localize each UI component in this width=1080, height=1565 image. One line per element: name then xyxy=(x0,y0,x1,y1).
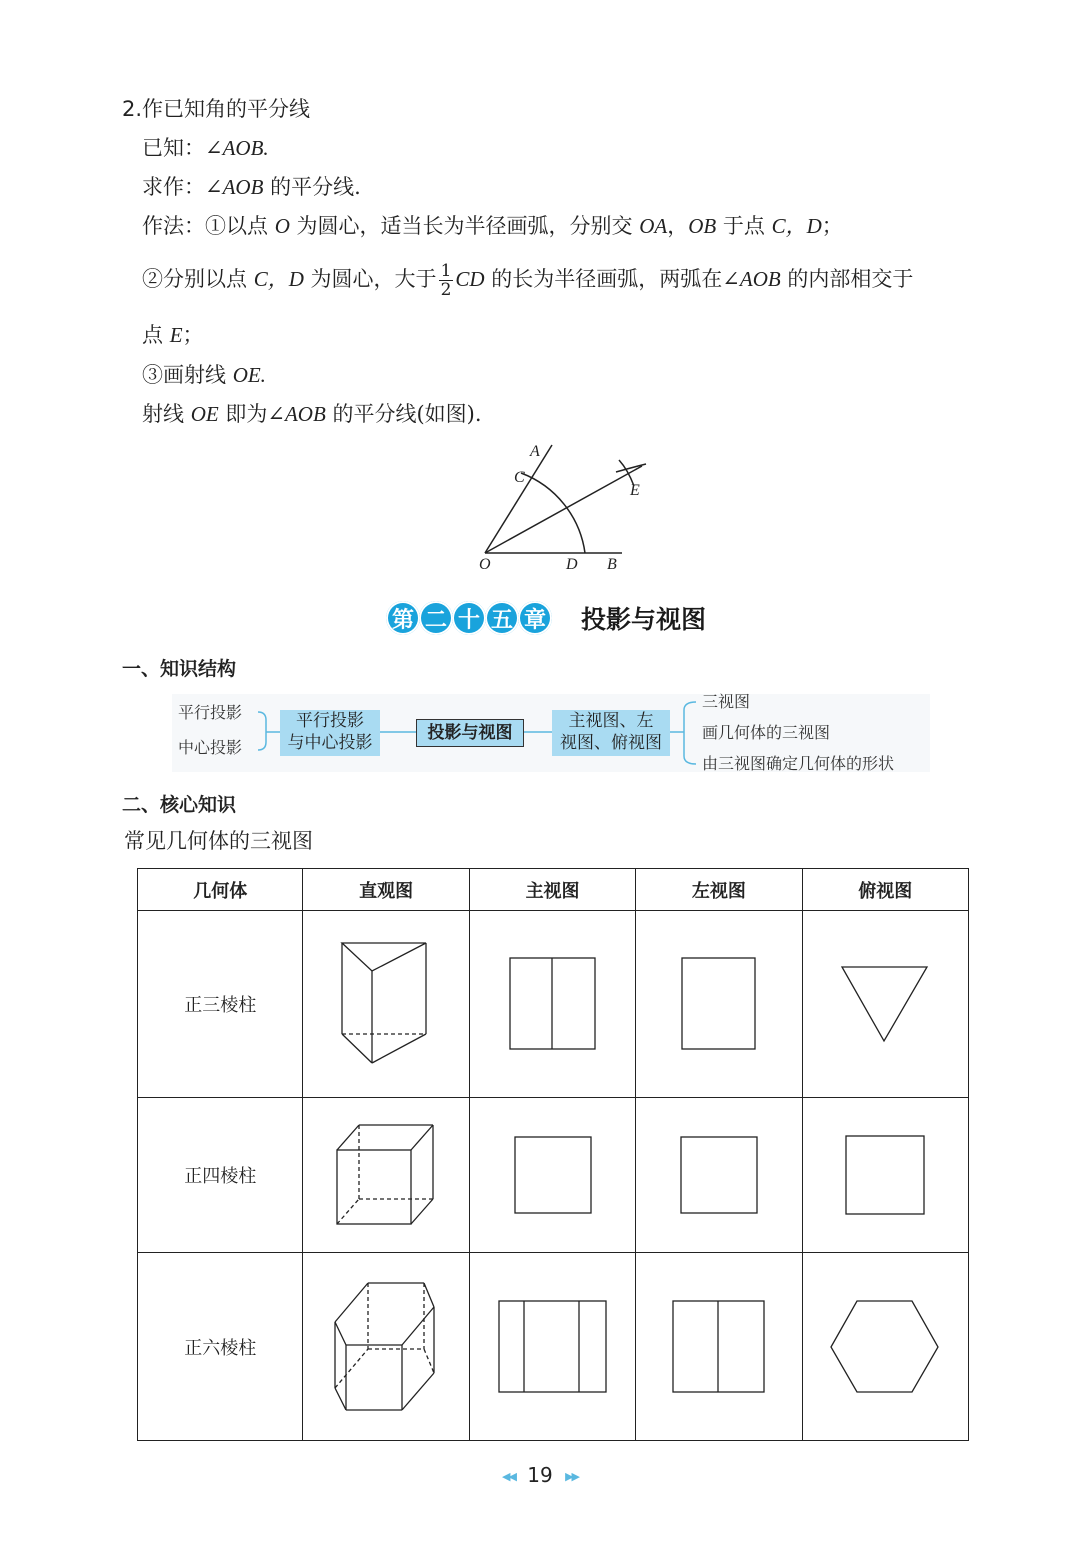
ray-oa xyxy=(485,445,552,553)
box-parallel-central xyxy=(280,710,380,756)
top-view-drawing xyxy=(844,1134,926,1216)
front-view-cell xyxy=(469,1098,635,1253)
label-d: D xyxy=(566,556,578,573)
left-view-cell xyxy=(636,1253,802,1441)
prev-arrow-icon: ◀◀ xyxy=(501,1470,515,1483)
next-arrow-icon: ▶▶ xyxy=(565,1470,578,1483)
section-title-text: 2.作已知角的平分线 xyxy=(122,97,311,121)
right-item: 由三视图确定几何体的形状 xyxy=(702,754,895,773)
chapter-badge: 五 xyxy=(485,601,519,635)
table-header: 几何体 xyxy=(138,869,303,911)
chapter-badge: 章 xyxy=(518,601,552,635)
step3-oe: OE. xyxy=(232,363,266,387)
ray-oe xyxy=(485,466,642,553)
known-line xyxy=(142,133,269,163)
three-views-table xyxy=(137,868,969,1441)
core-heading: 二、核心知识 xyxy=(122,794,237,816)
method-oa: OA xyxy=(639,214,668,238)
front-view-drawing xyxy=(508,956,598,1052)
label-b: B xyxy=(607,556,617,573)
conclusion-line xyxy=(142,399,482,429)
step2-angle: ∠AOB xyxy=(722,267,781,291)
right-item: 画几何体的三视图 xyxy=(702,723,831,742)
known-prefix: 已知： xyxy=(142,136,205,160)
arc-from-d xyxy=(616,464,646,472)
box3-line2: 视图、俯视图 xyxy=(560,733,662,753)
box3-line1: 主视图、左 xyxy=(568,711,654,731)
step3-prefix: ③画射线 xyxy=(142,363,233,387)
conclusion-oe: OE xyxy=(190,402,219,426)
top-view-cell xyxy=(802,911,968,1098)
front-view-cell xyxy=(469,1253,635,1441)
triangular-prism-drawing xyxy=(336,939,436,1069)
one-half-fraction xyxy=(439,262,454,299)
step2-line xyxy=(142,262,913,299)
method-points: C，D xyxy=(771,214,822,238)
chapter-badge: 二 xyxy=(419,601,453,635)
step2-cont-line xyxy=(142,320,204,350)
hexagonal-prism-drawing xyxy=(332,1280,440,1414)
right-item: 三视图 xyxy=(702,692,751,711)
solid-name: 正四棱柱 xyxy=(138,1098,303,1253)
conclusion-end: 的平分线(如图). xyxy=(325,402,482,426)
fraction-numerator: 1 xyxy=(440,261,452,281)
task-suffix: 的平分线. xyxy=(263,175,361,199)
box-center: 投影与视图 xyxy=(416,719,524,747)
box-views xyxy=(552,710,670,756)
knowledge-heading: 一、知识结构 xyxy=(122,658,237,680)
table-header: 主视图 xyxy=(469,869,635,911)
step2-rest1: 的长为半径画弧，两弧在 xyxy=(484,267,723,291)
method-mid: 为圆心，适当长为半径画弧，分别交 xyxy=(289,214,640,238)
task-line xyxy=(142,172,361,202)
table-row xyxy=(138,1253,969,1441)
chapter-heading xyxy=(386,600,706,636)
perspective-cell xyxy=(303,1098,469,1253)
left-view-drawing xyxy=(679,1135,759,1215)
label-c: C xyxy=(514,469,525,486)
chapter-badge: 十 xyxy=(452,601,486,635)
table-row xyxy=(138,911,969,1098)
table-header-row xyxy=(138,869,969,911)
top-view-cell xyxy=(802,1253,968,1441)
front-view-drawing xyxy=(497,1299,609,1395)
conclusion-angle: ∠AOB xyxy=(267,402,326,426)
front-view-cell xyxy=(469,911,635,1098)
chapter-title: 投影与视图 xyxy=(581,605,707,634)
left-view-drawing xyxy=(671,1299,767,1395)
box1-line1: 平行投影 xyxy=(296,711,364,731)
step3-line xyxy=(142,360,266,390)
method-ob: OB xyxy=(688,214,717,238)
label-o: O xyxy=(479,556,491,573)
table-header: 直观图 xyxy=(303,869,469,911)
top-view-drawing xyxy=(840,964,930,1044)
method-end: ； xyxy=(821,214,843,238)
step2-prefix: ②分别以点 xyxy=(142,267,254,291)
table-header: 俯视图 xyxy=(802,869,968,911)
method-line xyxy=(142,211,843,241)
left-view-drawing xyxy=(680,956,758,1052)
known-angle: ∠AOB. xyxy=(205,136,269,160)
conclusion-mid: 即为 xyxy=(218,402,268,426)
right-bracket xyxy=(684,702,696,764)
front-view-drawing xyxy=(513,1135,593,1215)
top-view-cell xyxy=(802,1098,968,1253)
solid-name: 正三棱柱 xyxy=(138,911,303,1098)
label-a: A xyxy=(530,443,540,460)
left-view-cell xyxy=(636,911,802,1098)
perspective-cell xyxy=(303,911,469,1098)
method-points-prefix: 于点 xyxy=(716,214,772,238)
section-title xyxy=(122,94,310,124)
chapter-badge: 第 xyxy=(386,601,420,635)
method-comma: ， xyxy=(667,214,689,238)
conclusion-prefix: 射线 xyxy=(142,402,191,426)
core-subtitle: 常见几何体的三视图 xyxy=(124,829,313,853)
arc-cd xyxy=(521,473,585,553)
fraction-denominator: 2 xyxy=(440,280,452,300)
left-view-cell xyxy=(636,1098,802,1253)
step2-cont-prefix: 点 xyxy=(142,323,170,347)
solid-name: 正六棱柱 xyxy=(138,1253,303,1441)
left-bracket xyxy=(258,712,266,750)
left-item: 中心投影 xyxy=(178,738,243,757)
step2-rest2: 的内部相交于 xyxy=(780,267,914,291)
method-prefix: 作法：①以点 xyxy=(142,214,275,238)
knowledge-diagram xyxy=(172,694,930,772)
step2-mid: 为圆心，大于 xyxy=(303,267,437,291)
perspective-cell xyxy=(303,1253,469,1441)
box1-line2: 与中心投影 xyxy=(287,733,373,753)
method-o: O xyxy=(274,214,290,238)
label-e: E xyxy=(630,482,640,499)
top-view-drawing xyxy=(829,1299,941,1395)
task-angle: ∠AOB xyxy=(205,175,264,199)
step2-cont-end: ； xyxy=(182,323,204,347)
page-number-text: 19 xyxy=(527,1463,553,1487)
step2-cd: C，D xyxy=(253,267,304,291)
table-row xyxy=(138,1098,969,1253)
square-prism-drawing xyxy=(334,1122,438,1228)
page-number xyxy=(0,1463,1080,1487)
step2-e: E xyxy=(169,323,183,347)
angle-bisector-figure xyxy=(470,438,660,578)
task-prefix: 求作： xyxy=(142,175,205,199)
left-item: 平行投影 xyxy=(178,703,243,722)
table-header: 左视图 xyxy=(636,869,802,911)
step2-cd2: CD xyxy=(455,267,485,291)
